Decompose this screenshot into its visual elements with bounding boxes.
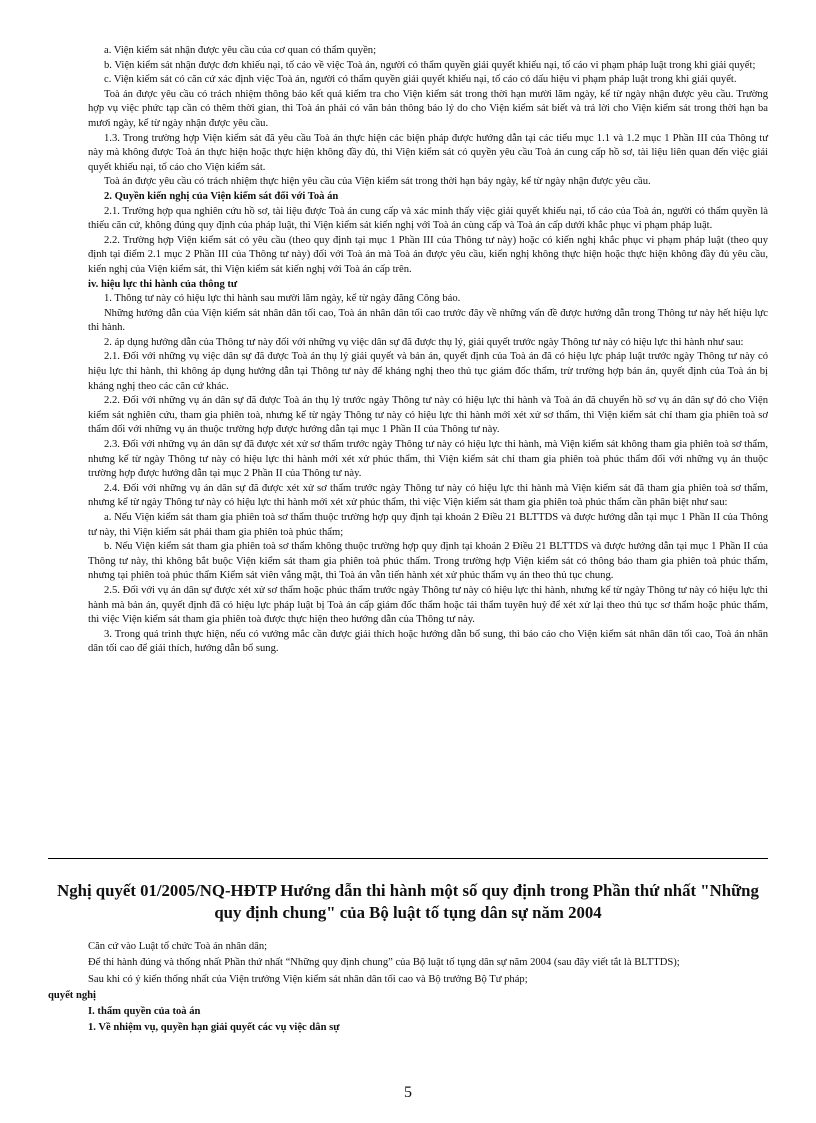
paragraph: 2.4. Đối với những vụ án dân sự đã được xét xử sơ thẩm trước ngày Thông tư này có hiệu lực thi hành mà Viện kiểm sát đã tham gia phiên toà sơ thẩm, nhưng kể từ ngày Thông tư này có hiệu lực thi hành mới xét xử phúc thẩm, thì việc Viện kiểm sát tham gia phiên toà phúc thẩm cần phân biệt như sau:	[88, 482, 768, 509]
paragraph: Để thi hành đúng và thống nhất Phần thứ nhất “Những quy định chung” của Bộ luật tố tụng dân sự năm 2004 (sau đây viết tắt là BLTTDS);	[88, 957, 680, 969]
paragraph: a. Viện kiểm sát nhận được yêu cầu của cơ quan có thẩm quyền;	[104, 45, 377, 56]
paragraph: Toà án được yêu cầu có trách nhiệm thông báo kết quả kiểm tra cho Viện kiểm sát trong thời hạn mười lăm ngày, kể từ ngày nhận được yêu cầu. Trường hợp vụ việc phức tạp cần có thêm thời gian, thì Toà án phải có văn bản thông báo lý do cho Viện kiểm sát biết và trả lời cho Viện kiểm sát trong thời hạn ba mươi ngày, kể từ ngày nhận được yêu cầu.	[88, 88, 768, 129]
paragraph: 3. Trong quá trình thực hiện, nếu có vướng mắc cần được giải thích hoặc hướng dẫn bổ sung, thì báo cáo cho Viện kiểm sát nhân dân tối cao, Toà án nhân dân tối cao để giải thích, hướng dẫn bổ sung.	[88, 628, 768, 655]
paragraph: 2.1. Trường hợp qua nghiên cứu hồ sơ, tài liệu được Toà án cung cấp và xác minh thấy việc giải quyết khiếu nại, tố cáo của Toà án, người có thẩm quyền là thiếu căn cứ, không đúng quy định của pháp luật, thì Viện kiểm sát kiến nghị với Toà án cùng cấp và Toà án cấp dưới khắc phục vi phạm pháp luật.	[88, 205, 768, 232]
paragraph: Sau khi có ý kiến thống nhất của Viện trưởng Viện kiểm sát nhân dân tối cao và Bộ trưởng Bộ Tư pháp;	[88, 973, 528, 985]
page-number: 5	[404, 1084, 412, 1101]
paragraph: Căn cứ vào Luật tổ chức Toà án nhân dân;	[88, 941, 268, 952]
paragraph: 2.5. Đối với vụ án dân sự được xét xử sơ thẩm hoặc phúc thẩm trước ngày Thông tư này có hiệu lực thi hành, nhưng kể từ ngày Thông tư này có hiệu lực thi hành mà bản án, quyết định đã có hiệu lực pháp luật bị Toà án cấp giám đốc thẩm hoặc tái thẩm tuyên huỷ để xét xử lại theo thủ tục sơ thẩm hoặc phúc thẩm, thì việc Viện kiểm sát tham gia phiên toà được thực hiện theo hướng dẫn của Thông tư này.	[88, 584, 768, 626]
document-title: Nghị quyết 01/2005/NQ-HĐTP Hướng dẫn thi hành một số quy định trong Phần thứ nhất "Những quy định chung" của Bộ luật tố tụng dân sự năm 2004	[57, 881, 759, 922]
paragraph: 1.3. Trong trường hợp Viện kiểm sát đã yêu cầu Toà án thực hiện các biện pháp được hướng dẫn tại các tiểu mục 1.1 và 1.2 mục 1 Phần III của Thông tư này mà không được Toà án thực hiện hoặc thực hiện không đầy đủ, thì Viện kiểm sát có quyền yêu cầu Toà án cung cấp hồ sơ, tài liệu liên quan đến việc giải quyết khiếu nại, tố cáo cho Viện kiểm sát.	[88, 132, 768, 173]
part-heading: I. thẩm quyền của toà án	[88, 1006, 201, 1018]
paragraph: 2.1. Đối với những vụ việc dân sự đã được Toà án thụ lý giải quyết và bản án, quyết định của Toà án đã có hiệu lực pháp luật trước ngày Thông tư này có hiệu lực thi hành, thì không áp dụng hướng dẫn tại Thông tư này để kháng nghị theo thủ tục giám đốc thẩm, trừ trường hợp bản án, quyết định của Toà án bị kháng nghị theo các căn cứ khác.	[88, 351, 768, 392]
paragraph: a. Nếu Viện kiểm sát tham gia phiên toà sơ thẩm thuộc trường hợp quy định tại khoản 2 Điều 21 BLTTDS và được hướng dẫn tại mục 1 Phần II của Thông tư này, thì Viện kiểm sát phải tham gia phiên toà phúc thẩm;	[88, 512, 768, 538]
horizontal-divider	[48, 858, 768, 859]
paragraph: 2.2. Đối với những vụ án dân sự đã được Toà án thụ lý trước ngày Thông tư này có hiệu lực thi hành và Toà án đã chuyển hồ sơ vụ án dân sự đó cho Viện kiểm sát nghiên cứu, tham gia phiên toà, nhưng kể từ ngày Thông tư này có hiệu lực thi hành mới xét xử sơ thẩm, thì Viện kiểm sát chỉ tham gia phiên toà sơ thẩm đối với những vụ án thuộc trường hợp được hướng dẫn tại mục 1 Phần II của Thông tư này.	[88, 395, 768, 436]
section-heading: 2. Quyền kiến nghị của Viện kiểm sát đối với Toà án	[104, 190, 339, 202]
paragraph: 2.2. Trường hợp Viện kiểm sát có yêu cầu (theo quy định tại mục 1 Phần III của Thông tư này) hoặc có kiến nghị khắc phục vi phạm pháp luật (theo quy định tại điểm 2.1 mục 2 Phần III của Thông tư này) đối với Toà án mà Toà án được yêu cầu, kiến nghị không thực hiện hoặc thực hiện không đầy đủ yêu cầu, kiến nghị của Viện kiểm sát, thì Viện kiểm sát kiến nghị với Toà án cấp trên.	[88, 234, 768, 275]
part-heading: iv. hiệu lực thi hành của thông tư	[88, 278, 238, 290]
paragraph: Những hướng dẫn của Viện kiểm sát nhân dân tối cao, Toà án nhân dân tối cao trước đây về những vấn đề được hướng dẫn trong Thông tư này hết hiệu lực thi hành.	[88, 307, 768, 334]
paragraph: b. Viện kiểm sát nhận được đơn khiếu nại, tố cáo về việc Toà án, người có thẩm quyền giải quyết khiếu nại, tố cáo vi phạm pháp luật trong khi giải quyết;	[104, 59, 756, 71]
paragraph: 1. Thông tư này có hiệu lực thi hành sau mười lăm ngày, kể từ ngày đăng Công báo.	[104, 293, 461, 305]
paragraph: c. Viện kiểm sát có căn cứ xác định việc Toà án, người có thẩm quyền giải quyết khiếu nại, tố cáo có dấu hiệu vi phạm pháp luật trong khi giải quyết.	[104, 74, 737, 86]
paragraph: 2. áp dụng hướng dẫn của Thông tư này đối với những vụ việc dân sự đã được thụ lý, giải quyết trước ngày Thông tư này có hiệu lực thi hành như sau:	[104, 336, 744, 348]
paragraph: 2.3. Đối với những vụ án dân sự đã được xét xử sơ thẩm trước ngày Thông tư này có hiệu lực thi hành, mà Viện kiểm sát không tham gia phiên toà sơ thẩm, nhưng kể từ ngày Thông tư này có hiệu lực thi hành mới xét xử phúc thẩm, thì Viện kiểm sát chỉ tham gia phiên toà phúc thẩm đối với những vụ án thuộc trường hợp được hướng dẫn tại mục 2 Phần II của Thông tư này.	[88, 439, 768, 480]
paragraph: Toà án được yêu cầu có trách nhiệm thực hiện yêu cầu của Viện kiểm sát trong thời hạn bảy ngày, kể từ ngày nhận được yêu cầu.	[104, 176, 651, 188]
resolution-heading: quyết nghị	[48, 989, 96, 1001]
section-heading: 1. Về nhiệm vụ, quyền hạn giải quyết các vụ việc dân sự	[88, 1022, 340, 1034]
paragraph: b. Nếu Viện kiểm sát tham gia phiên toà sơ thẩm không thuộc trường hợp quy định tại khoản 2 Điều 21 BLTTDS và được hướng dẫn tại mục 1 Phần II của Thông tư này, thì không bắt buộc Viện kiểm sát tham gia phiên toà phúc thẩm. Trong trường hợp Viện kiểm sát có thông báo tham gia phiên toà phúc thẩm, nhưng tại phiên toà phúc thẩm Kiểm sát viên vắng mặt, thì Toà án vẫn tiến hành xét xử phúc thẩm vụ án theo thủ tục chung.	[88, 541, 768, 582]
document-body-lower	[48, 880, 768, 1037]
document-body-upper	[88, 44, 768, 657]
